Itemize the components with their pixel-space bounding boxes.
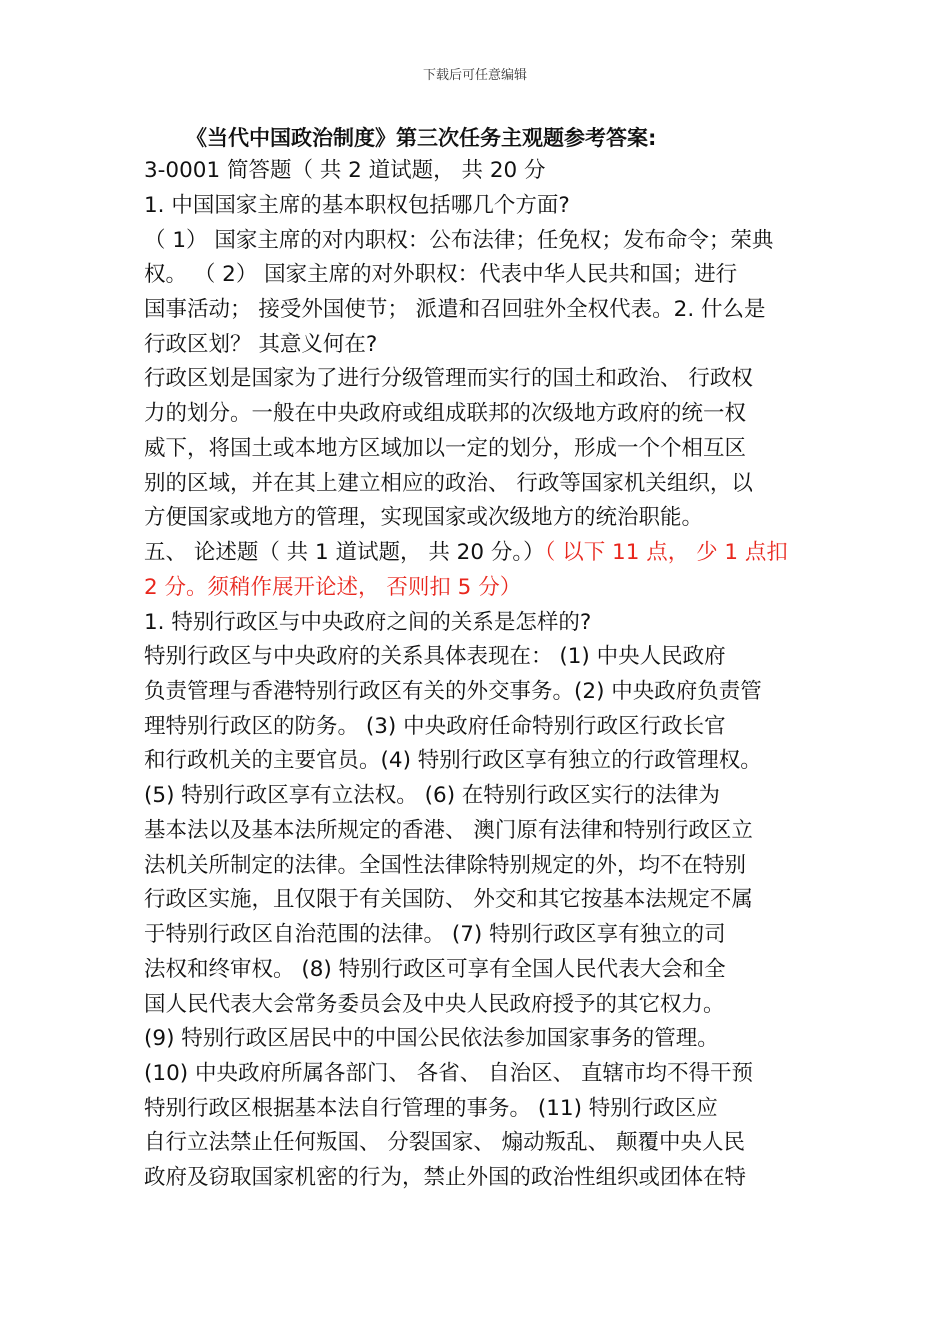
text-line: （ 1） 国家主席的对内职权：公布法律；任免权；发布命令；荣典 [144,228,774,253]
text-line: (10) 中央政府所属各部门、 各省、 自治区、 直辖市均不得干预 [144,1061,753,1086]
text-line: 力的划分。一般在中央政府或组成联邦的次级地方政府的统一权 [144,401,747,426]
text-line: 国事活动； 接受外国使节； 派遣和召回驻外全权代表。2. 什么是 [144,297,766,322]
text-line: 行政区实施，且仅限于有关国防、 外交和其它按基本法规定不属 [144,887,753,912]
text-line: 方便国家或地方的管理，实现国家或次级地方的统治职能。 [144,505,704,530]
text-line: 1. 中国国家主席的基本职权包括哪几个方面? [144,193,570,218]
text-line: 1. 特别行政区与中央政府之间的关系是怎样的? [144,610,592,635]
text-line: (9) 特别行政区居民中的中国公民依法参加国家事务的管理。 [144,1026,719,1051]
text-line: 法机关所制定的法律。全国性法律除特别规定的外，均不在特别 [144,853,747,878]
text-line: 负责管理与香港特别行政区有关的外交事务。(2) 中央政府负责管 [144,679,762,704]
text-line: 和行政机关的主要官员。(4) 特别行政区享有独立的行政管理权。 [144,748,762,773]
text-line: 基本法以及基本法所规定的香港、 澳门原有法律和特别行政区立 [144,818,753,843]
scoring-note: （ 以下 11 点， 少 1 点扣 [544,540,788,565]
text-line: 特别行政区与中央政府的关系具体表现在： (1) 中央人民政府 [144,644,726,669]
text-line: 行政区划？ 其意义何在? [144,332,378,357]
text-line: 3-0001 简答题（ 共 2 道试题， 共 20 分 [144,158,546,183]
text-line: 行政区划是国家为了进行分级管理而实行的国土和政治、 行政权 [144,366,753,391]
section-heading-text: 五、 论述题（ 共 1 道试题， 共 20 分。） [144,540,545,565]
text-line: 法权和终审权。 (8) 特别行政区可享有全国人民代表大会和全 [144,957,726,982]
text-line: 特别行政区根据基本法自行管理的事务。 (11) 特别行政区应 [144,1096,718,1121]
text-line: 政府及窃取国家机密的行为，禁止外国的政治性组织或团体在特 [144,1165,747,1190]
text-line: (5) 特别行政区享有立法权。 (6) 在特别行政区实行的法律为 [144,783,720,808]
document-title: 《当代中国政治制度》第三次任务主观题参考答案: [186,126,657,150]
text-line: 国人民代表大会常务委员会及中央人民政府授予的其它权力。 [144,992,725,1017]
text-line: 理特别行政区的防务。 (3) 中央政府任命特别行政区行政长官 [144,714,726,739]
text-line: 于特别行政区自治范围的法律。 (7) 特别行政区享有独立的司 [144,922,726,947]
text-line: 威下，将国土或本地方区域加以一定的划分，形成一个个相互区 [144,436,747,461]
text-line: 权。 （ 2） 国家主席的对外职权：代表中华人民共和国；进行 [144,262,738,287]
essay-section-heading [144,542,788,564]
scoring-note-continued: 2 分。须稍作展开论述， 否则扣 5 分） [144,575,522,600]
page-header: 下载后可任意编辑 [422,68,527,83]
text-line: 自行立法禁止任何叛国、 分裂国家、 煽动叛乱、 颠覆中央人民 [144,1130,746,1155]
text-line: 别的区域，并在其上建立相应的政治、 行政等国家机关组织，以 [144,471,753,496]
